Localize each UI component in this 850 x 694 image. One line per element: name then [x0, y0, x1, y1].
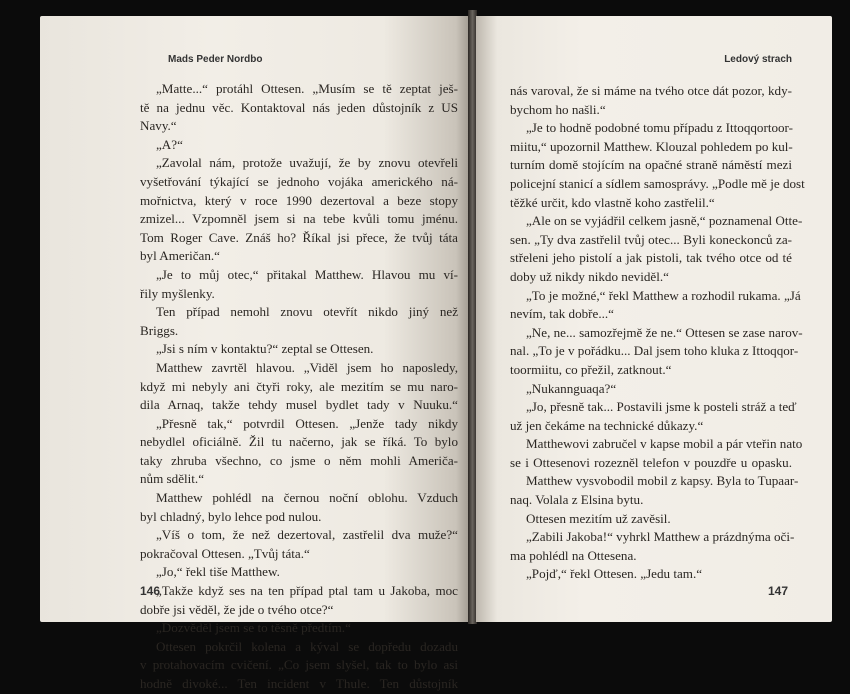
text-line: Matthew zavrtěl hlavou. „Viděl jsem ho naposledy,	[156, 359, 458, 375]
text-line: „Dozvěděl jsem se to těsně předtím.“	[156, 620, 351, 636]
text-line: ma pohlédl na Ottesena.	[510, 547, 637, 563]
text-line: Matthew vysvobodil mobil z kapsy. Byla to Tupaar-	[526, 473, 799, 489]
text-line: „Pojď,“ řekl Ottesen. „Jedu tam.“	[526, 566, 703, 582]
text-line: pokračoval Ottesen. „Tvůj táta.“	[140, 545, 310, 561]
text-line: Matthew pohlédl na černou noční oblohu. Vzduch	[156, 490, 458, 506]
text-line: tě na jednu věc. Kontaktoval nás jeden důstojník z US	[140, 99, 458, 115]
text-line: sen. „Ty dva zastřelil tvůj otec... Byli koneckonců za-	[510, 231, 792, 247]
text-line: Matthewovi zabručel v kapse mobil a pár vteřin nato	[526, 436, 803, 452]
text-line: doby už nikdy nikdo neviděl.“	[510, 268, 669, 284]
text-line: střeleni jeho pistolí a jak pistoli, tak tvého otce od té	[510, 250, 792, 266]
text-line: „Ne, ne... samozřejmě že ne.“ Ottesen se zase narov-	[526, 324, 803, 340]
text-line: těžké určit, kdo vlastně koho zastřelil.“	[510, 194, 715, 210]
text-line: taky zhruba všechno, co jsme o něm mohli Američa-	[140, 452, 458, 468]
text-line: nal. „To je v pořádku... Dal jsem toho kluka z Ittoqqor-	[510, 343, 799, 359]
text-line: „Nukannguaqa?“	[526, 380, 617, 396]
text-line: když mi nebyly ani čtyři roky, ale mezitím se mu naro-	[140, 378, 458, 394]
text-line: „Je to hodně podobné tomu případu z Ittoqqortoor-	[526, 120, 794, 136]
right-page-header: Ledový strach	[724, 54, 792, 65]
right-page-number: 147	[767, 584, 788, 598]
text-line: řily myšlenky.	[140, 285, 215, 301]
text-line: miitu,“ upozornil Matthew. Klouzal pohledem po kul-	[510, 138, 793, 154]
text-line: byl chladný, bylo lehce pod nulou.	[140, 508, 322, 524]
text-line: Ottesen mezitím už zavěsil.	[526, 510, 671, 526]
text-line: Tom Roger Cave. Znáš ho? Říkal jsi přece, že tvůj táta	[140, 229, 458, 245]
text-line: „Takže když ses na ten případ ptal tam u Jakoba, moc	[156, 583, 458, 599]
text-line: „Ale on se vyjádřil celkem jasně,“ poznamenal Otte-	[526, 213, 803, 229]
text-line: mořnictva, který v roce 1990 dezertoval a beze stopy	[140, 192, 458, 208]
text-line: „Zabili Jakoba!“ vyhrkl Matthew a prázdnýma oči-	[526, 529, 795, 545]
text-line: „To je možné,“ řekl Matthew a rozhodil rukama. „Já	[526, 287, 801, 303]
text-line: nevím, tak dobře...“	[510, 306, 614, 322]
text-line: naq. Volala z Elsina bytu.	[510, 492, 644, 508]
text-line: zmizel... Vzpomněl jsem si na tebe kvůli tomu jménu.	[140, 211, 458, 227]
text-line: Ten případ nemohl znovu otevřít nikdo jiný než	[156, 304, 458, 320]
text-line: „A?“	[156, 136, 183, 152]
open-book	[6, 6, 844, 691]
left-page-number: 146	[140, 584, 161, 598]
text-line: turním domě stojícím na opačné straně náměstí mezi	[510, 157, 792, 173]
text-line: „Je to můj otec,“ přitakal Matthew. Hlavou mu ví-	[156, 266, 458, 282]
text-line: nás varoval, že si máme na tvého otce dát pozor, kdy-	[510, 83, 792, 98]
text-line: Briggs.	[140, 322, 179, 338]
text-line: nům sdělit.“	[140, 471, 205, 487]
text-line: se i Ottesenovi rozezněl telefon v pouzdře u opasku.	[510, 454, 792, 470]
text-line: policejní stanicí a sídlem samosprávy. „Podle mě je dost	[510, 175, 805, 191]
text-line: „Zavolal nám, protože uvažují, že by znovu otevřeli	[156, 155, 458, 171]
left-page	[40, 16, 469, 691]
text-line: „Víš o tom, že než dezertoval, zastřelil dva muže?“	[156, 527, 458, 543]
text-line: „Přesně tak,“ potvrdil Ottesen. „Jenže tady nikdy	[156, 415, 458, 431]
text-line: bychom ho našli.“	[510, 101, 606, 117]
text-line: toormiitu, co přežil, zatknout.“	[510, 361, 672, 377]
right-page	[476, 16, 832, 622]
left-page-text	[140, 80, 458, 694]
text-line: už jen čekáme na technické důkazy.“	[510, 417, 704, 433]
text-line: byl Američan.“	[140, 248, 220, 264]
text-line: hodně divoké... Ten incident v Thule. Ten důstojník	[140, 676, 458, 691]
text-line: Ottesen pokrčil kolena a kýval se dopředu dozadu	[156, 638, 458, 654]
text-line: „Matte...“ protáhl Ottesen. „Musím se tě zeptat ješ-	[156, 81, 458, 96]
text-line: dobře jsi věděl, že jde o tvého otce?“	[140, 601, 334, 617]
text-line: nebydlel oficiálně. Žil tu načerno, jak se říká. To bylo	[140, 434, 458, 450]
text-line: „Jo, přesně tak... Postavili jsme k posteli stráž a teď	[526, 399, 797, 415]
text-line: dila Arnaq, takže tehdy musel bydlet tady v Nuuku.“	[140, 397, 458, 413]
text-line: „Jo,“ řekl tiše Matthew.	[156, 564, 280, 580]
right-page-text	[510, 82, 805, 584]
text-line: Navy.“	[140, 118, 177, 134]
text-line: „Jsi s ním v kontaktu?“ zeptal se Ottesen.	[156, 341, 374, 357]
left-page-header: Mads Peder Nordbo	[168, 54, 263, 65]
text-line: v protahovacím cvičení. „Co jsem slyšel, tak to bylo asi	[140, 657, 458, 673]
text-line: vyšetřování týkající se jednoho vojáka amerického ná-	[140, 173, 458, 189]
